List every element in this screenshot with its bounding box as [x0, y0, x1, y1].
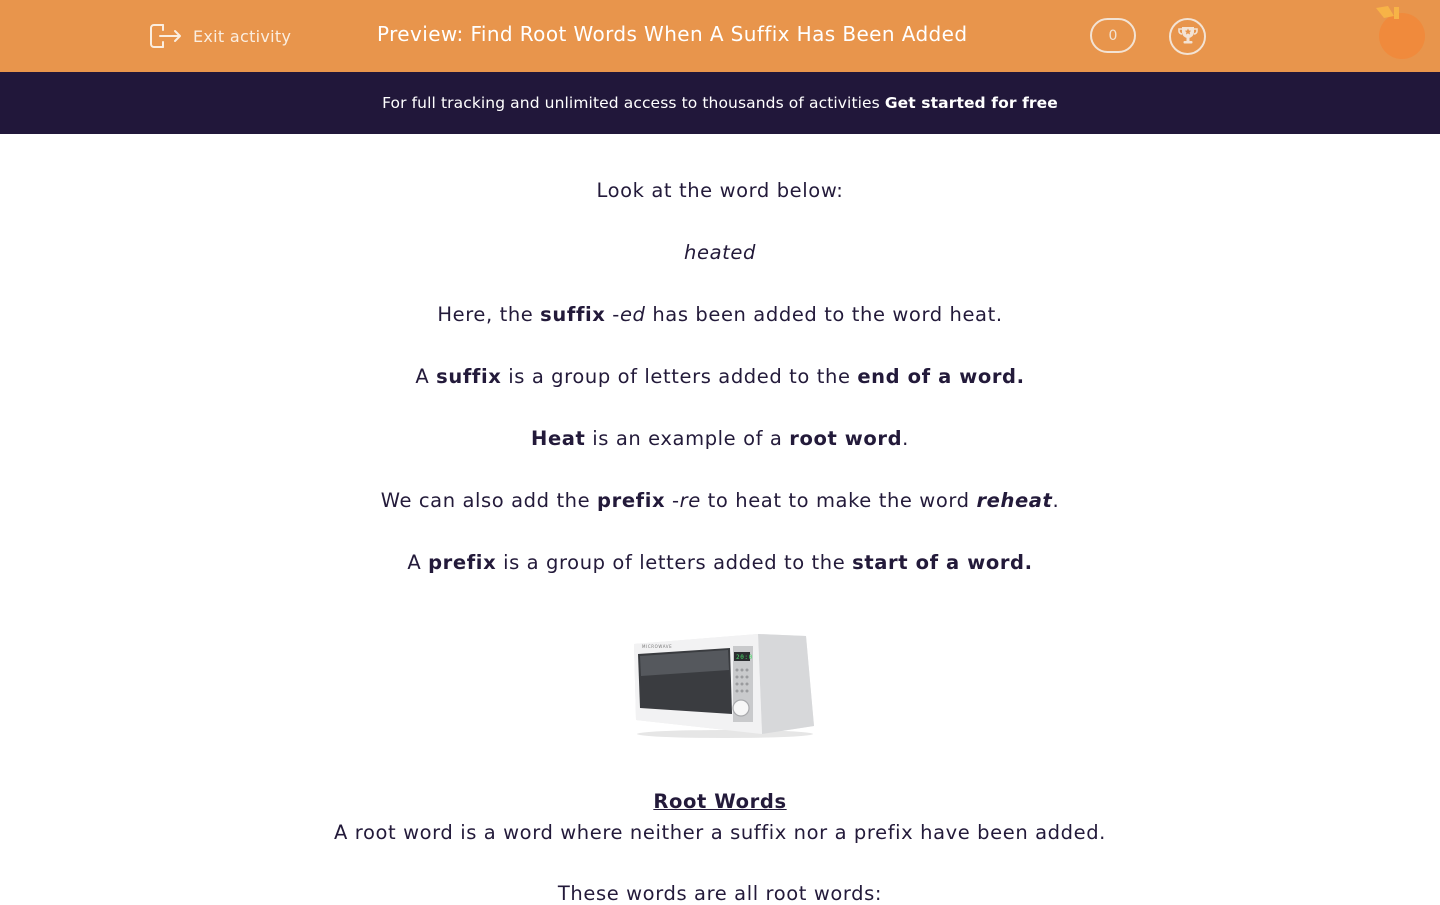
- suffix-explanation: Here, the suffix -ed has been added to the word heat.: [437, 303, 1003, 326]
- intro-text: Look at the word below:: [596, 179, 844, 202]
- suffix-definition: A suffix is a group of letters added to the end of a word.: [415, 365, 1025, 388]
- section-heading-root-words: Root Words: [653, 790, 787, 813]
- example-word: heated: [684, 241, 756, 264]
- root-word-definition: A root word is a word where neither a suffix nor a prefix have been added.: [334, 821, 1106, 844]
- prefix-explanation: We can also add the prefix -re to heat to make the word reheat.: [380, 489, 1060, 512]
- score-value: 0: [1108, 27, 1118, 44]
- trophy-button[interactable]: [1169, 18, 1206, 55]
- trophy-icon: [1177, 24, 1199, 50]
- exit-activity-label: Exit activity: [193, 26, 292, 46]
- banner-text: For full tracking and unlimited access to thousands of activities: [382, 94, 880, 112]
- root-words-list-intro: These words are all root words:: [557, 882, 883, 905]
- score-counter: [1090, 18, 1136, 53]
- top-bar: [0, 0, 1440, 72]
- svg-text:MICROWAVE: MICROWAVE: [642, 644, 673, 649]
- svg-text:20:0: 20:0: [736, 654, 753, 661]
- brand-logo[interactable]: [1374, 4, 1430, 62]
- signup-banner: [0, 72, 1440, 134]
- page-title: Preview: Find Root Words When A Suffix Has Been Added: [377, 22, 968, 46]
- get-started-link[interactable]: Get started for free: [884, 94, 1058, 112]
- exit-icon: [149, 21, 183, 51]
- root-word-example: Heat is an example of a root word.: [531, 427, 909, 450]
- exit-activity-button[interactable]: [149, 20, 291, 52]
- prefix-definition: A prefix is a group of letters added to the start of a word.: [407, 551, 1033, 574]
- microwave-image: [630, 630, 816, 740]
